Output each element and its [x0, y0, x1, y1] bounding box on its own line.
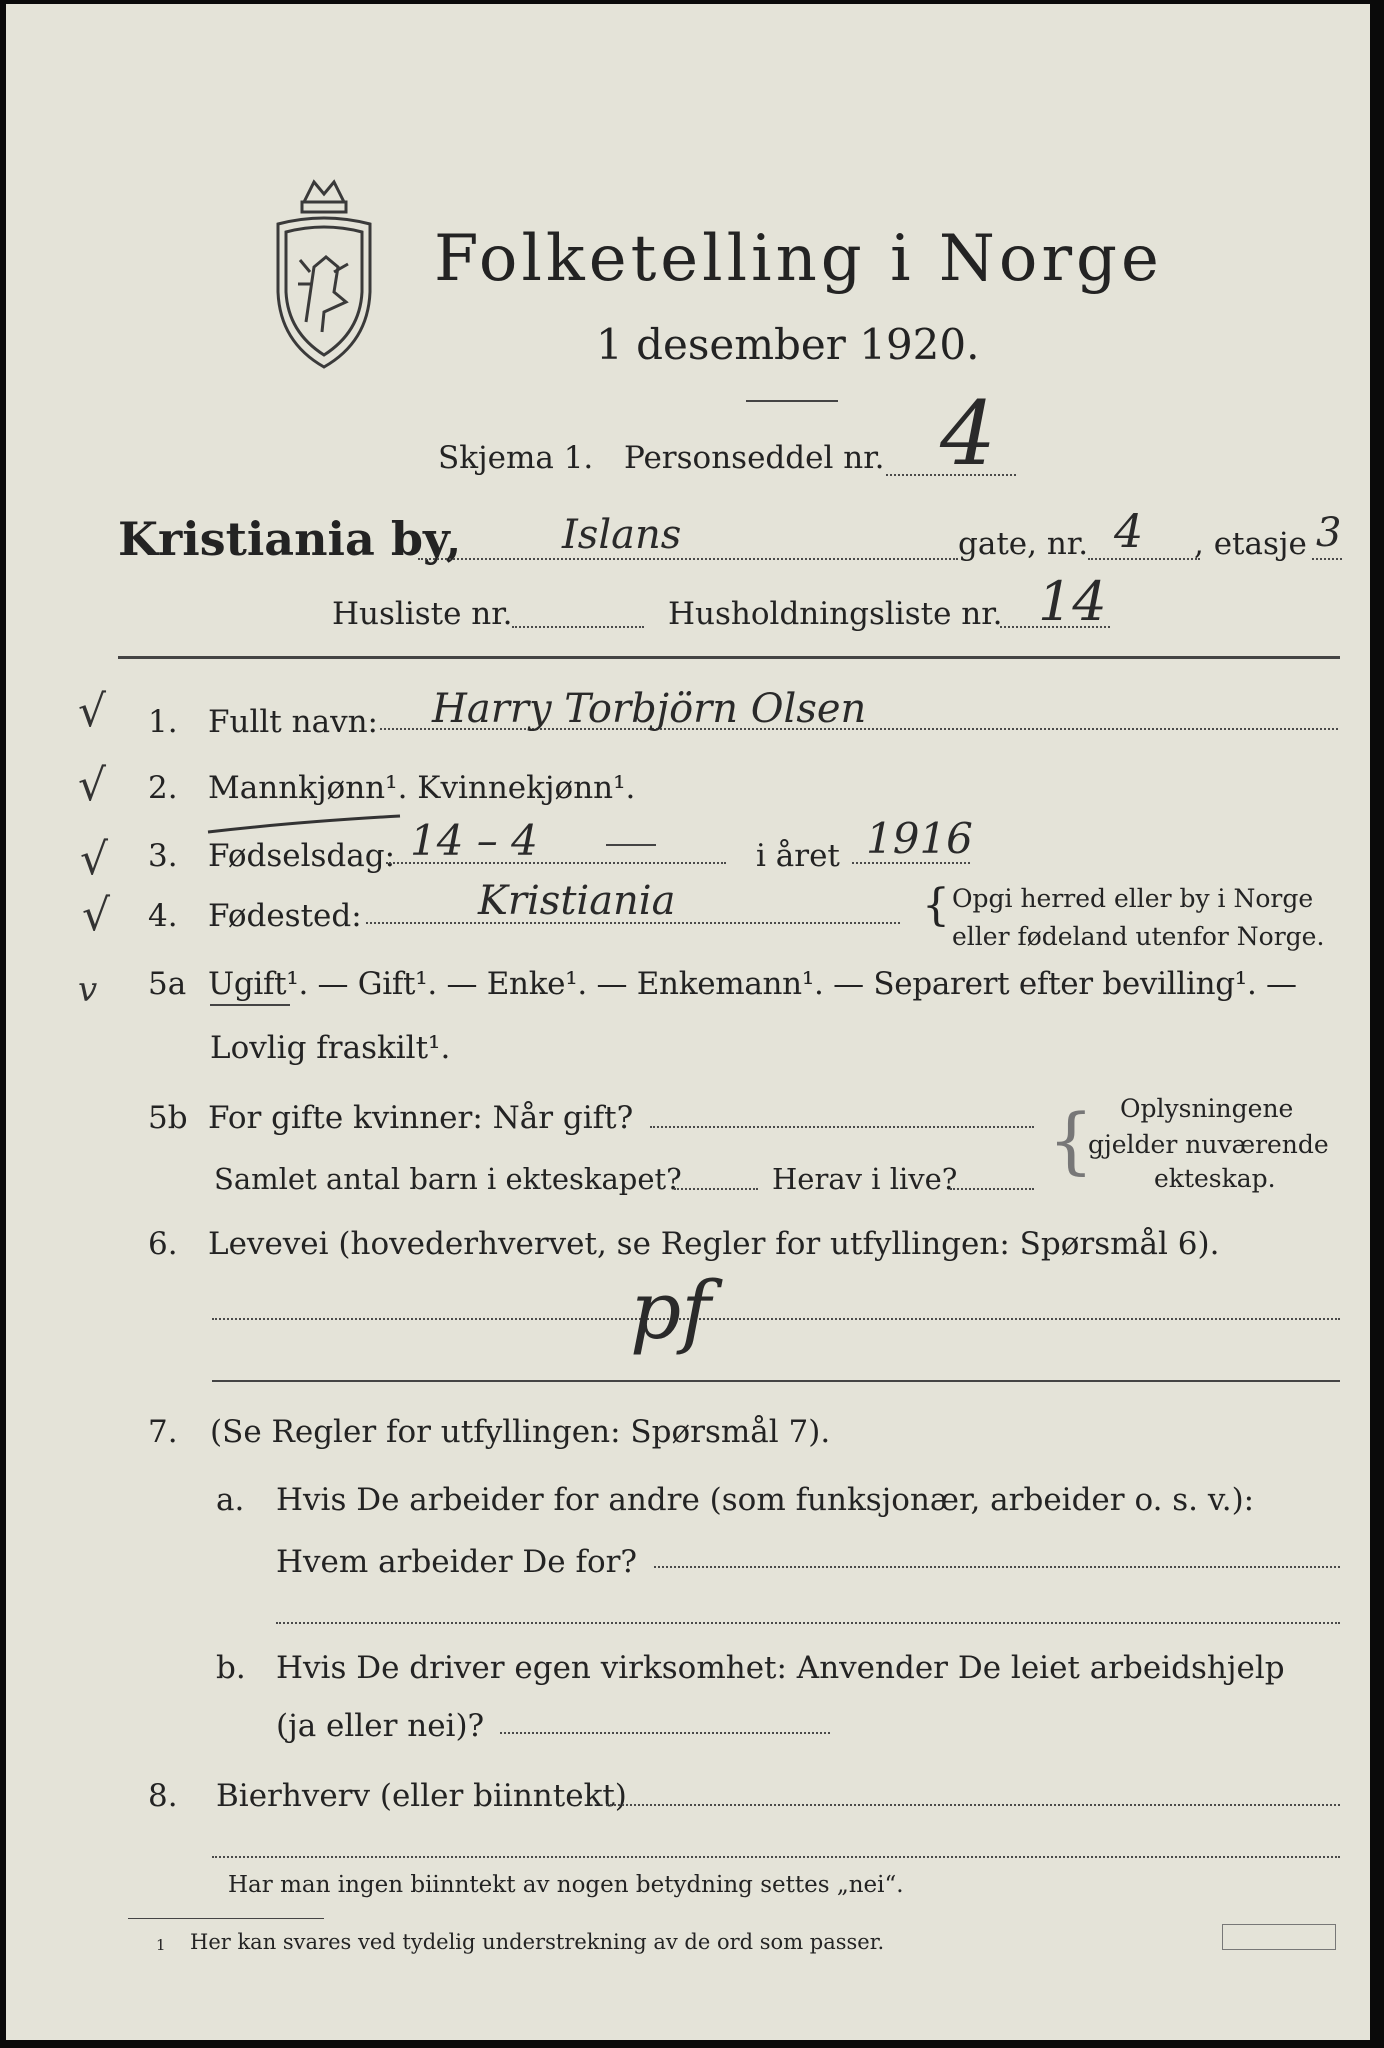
q5b-i-live-field-line — [950, 1188, 1034, 1190]
q4-value: Kristiania — [478, 878, 676, 924]
q4-brace: { — [922, 880, 950, 931]
q4-note-line1: Opgi herred eller by i Norge — [952, 884, 1314, 913]
q6-number: 6. — [148, 1226, 178, 1262]
husliste-field-line — [512, 626, 644, 628]
q6-field-line-1 — [212, 1318, 1340, 1320]
q3-year-value: 1916 — [866, 814, 973, 863]
footnote-text: Her kan svares ved tydelig understrekning av de ord som passer. — [190, 1930, 885, 1954]
census-date: 1 desember 1920. — [596, 320, 980, 369]
q3-label: Fødselsdag: — [208, 838, 396, 874]
q8-number: 8. — [148, 1778, 178, 1814]
census-form-page — [6, 4, 1370, 2040]
q7b-line2: (ja eller nei)? — [276, 1708, 485, 1744]
etasje-label: , etasje — [1194, 526, 1307, 562]
schema-label: Skjema 1. — [438, 440, 594, 476]
footnote-rule — [128, 1918, 324, 1919]
city-label: Kristiania by, — [118, 512, 462, 566]
q7a-field-line-2 — [276, 1622, 1340, 1624]
personseddel-label: Personseddel nr. — [624, 440, 885, 476]
street-field-line — [418, 558, 958, 560]
q5b-barn-field-line — [674, 1188, 758, 1190]
printer-stamp — [1222, 1924, 1336, 1950]
q8-field-line-2 — [212, 1856, 1340, 1858]
q5a-number: 5a — [148, 966, 187, 1002]
check-mark-icon: √ — [80, 834, 109, 885]
check-mark-icon: √ — [82, 890, 111, 941]
q7-number: 7. — [148, 1414, 178, 1450]
q2-underline-mark — [204, 810, 404, 840]
q4-number: 4. — [148, 898, 178, 934]
q7b-letter: b. — [216, 1650, 246, 1686]
coat-of-arms-emblem — [264, 172, 384, 372]
section-rule — [118, 656, 1340, 659]
q2-label: Mannkjønn¹. Kvinnekjønn¹. — [208, 770, 636, 806]
q8-label: Bierhverv (eller biinntekt) — [216, 1778, 627, 1814]
q5a-line2: Lovlig fraskilt¹. — [210, 1030, 451, 1066]
check-mark-icon: √ — [78, 686, 107, 737]
street-value: Islans — [562, 512, 682, 558]
q7b-line1: Hvis De driver egen virksomhet: Anvender De leiet arbeidshjelp — [276, 1650, 1285, 1686]
q3-year-label: i året — [756, 838, 840, 874]
q3-dash-mark — [606, 844, 656, 846]
gate-nr-value: 4 — [1114, 504, 1144, 558]
q3-day-value: 14 – 4 — [410, 816, 538, 865]
q6-field-line-2 — [212, 1380, 1340, 1382]
q5b-nar-gift-field-line — [650, 1126, 1034, 1128]
q5b-barn-label: Samlet antal barn i ekteskapet? — [214, 1162, 682, 1196]
q6-value: pf — [630, 1264, 711, 1357]
q7a-line1: Hvis De arbeider for andre (som funksjonær, arbeider o. s. v.): — [276, 1482, 1255, 1518]
q7a-letter: a. — [216, 1482, 245, 1518]
etasje-field-line — [1312, 558, 1342, 560]
husliste-label: Husliste nr. — [332, 596, 513, 632]
check-mark-icon: v — [78, 970, 98, 1010]
husholdning-label: Husholdningsliste nr. — [668, 596, 1003, 632]
q4-label: Fødested: — [208, 898, 362, 934]
q7-label: (Se Regler for utfyllingen: Spørsmål 7). — [210, 1414, 831, 1450]
q5b-number: 5b — [148, 1100, 188, 1136]
q4-note-line2: eller fødeland utenfor Norge. — [952, 922, 1325, 951]
q1-label: Fullt navn: — [208, 704, 378, 740]
personseddel-value: 4 — [940, 382, 996, 485]
q5a-underline-mark — [210, 1004, 290, 1006]
q6-label: Levevei (hovederhvervet, se Regler for utfyllingen: Spørsmål 6). — [208, 1226, 1220, 1262]
q5b-line1: For gifte kvinner: Når gift? — [208, 1100, 634, 1136]
check-mark-icon: √ — [78, 760, 107, 811]
gate-nr-label: gate, nr. — [958, 526, 1089, 562]
q8-note: Har man ingen biinntekt av nogen betydning settes „nei“. — [228, 1872, 904, 1898]
q1-number: 1. — [148, 704, 178, 740]
q3-number: 3. — [148, 838, 178, 874]
q7a-line2: Hvem arbeider De for? — [276, 1544, 638, 1580]
q5b-note-line1: Oplysningene — [1120, 1094, 1294, 1123]
footnote-marker: 1 — [156, 1936, 166, 1954]
q8-field-line-1 — [606, 1804, 1340, 1806]
gate-nr-field-line — [1088, 558, 1200, 560]
q5b-note-line2: gjelder nuværende — [1088, 1130, 1329, 1159]
q7a-field-line-1 — [654, 1566, 1340, 1568]
q5a-line1: Ugift¹. — Gift¹. — Enke¹. — Enkemann¹. — Separert efter bevilling¹. — — [208, 966, 1297, 1002]
divider-rule — [746, 400, 838, 402]
husholdning-value: 14 — [1038, 570, 1107, 633]
q5b-brace: { — [1048, 1098, 1094, 1182]
q1-value: Harry Torbjörn Olsen — [432, 686, 867, 732]
q7b-field-line — [500, 1732, 830, 1734]
etasje-value: 3 — [1316, 510, 1342, 556]
q2-number: 2. — [148, 770, 178, 806]
q5b-note-line3: ekteskap. — [1154, 1164, 1276, 1193]
form-title: Folketelling i Norge — [434, 222, 1163, 296]
q5b-i-live-label: Herav i live? — [772, 1162, 958, 1196]
